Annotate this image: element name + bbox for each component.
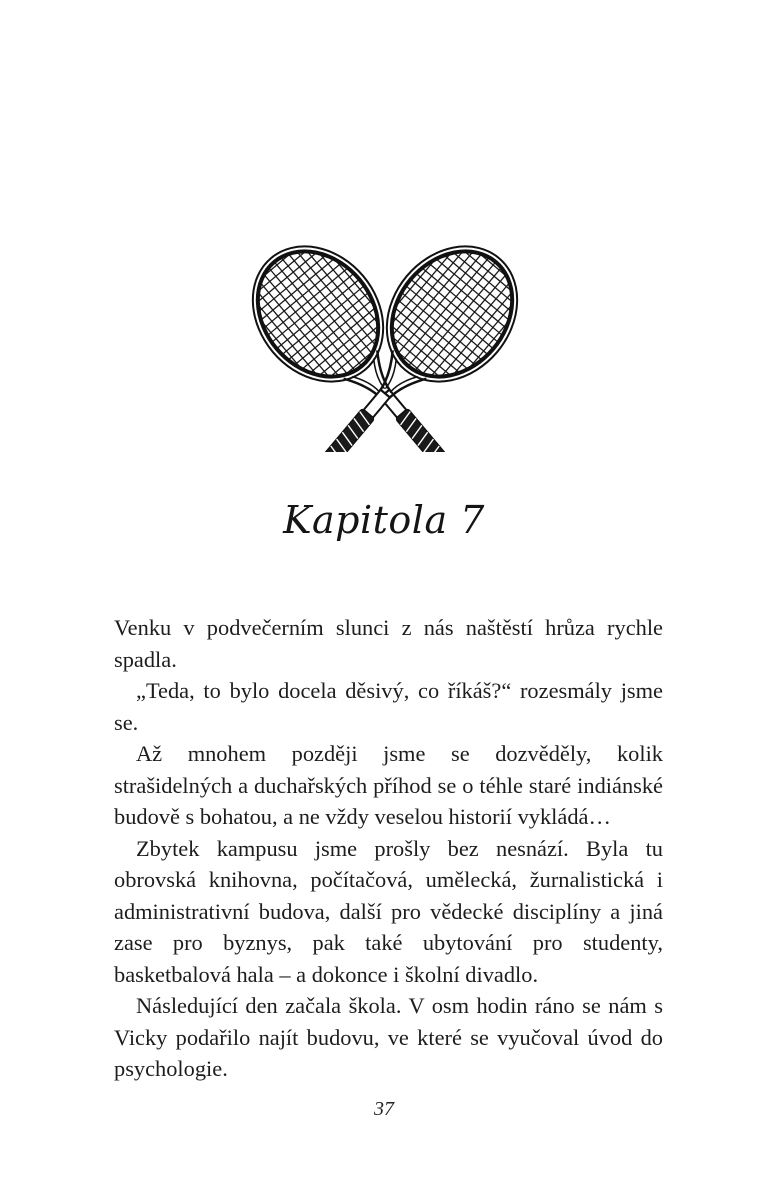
paragraph: „Teda, to bylo docela děsivý, co říkáš?“ rozesmály jsme se. <box>114 678 663 735</box>
paragraph: Následující den začala škola. V osm hodin ráno se nám s Vicky podařilo najít budovu, ve které se vyučoval úvod do psychologie. <box>114 993 663 1081</box>
paragraph: Zbytek kampusu jsme prošly bez nesnází. Byla tu obrovská knihovna, počítačová, umělecká, žurnalistická i administrativní budova, další pro vědecké disciplíny a jiná zase pro byznys, pak také ubytování pro studenty, basketbalová hala – a dokonce i školní divadlo. <box>114 835 663 987</box>
chapter-body <box>114 612 663 1085</box>
crossed-tennis-rackets-icon <box>240 236 530 452</box>
paragraph: Až mnohem později jsme se dozvěděly, kolik strašidelných a duchařských příhod se o téhle staré indiánské budově s bohatou, a ne vždy veselou historií vykládá… <box>114 741 663 829</box>
paragraph: Venku v podvečerním slunci z nás naštěstí hrůza rychle spadla. <box>114 615 663 672</box>
page-number: 37 <box>374 1098 394 1120</box>
chapter-title: Kapitola 7 <box>283 498 485 542</box>
